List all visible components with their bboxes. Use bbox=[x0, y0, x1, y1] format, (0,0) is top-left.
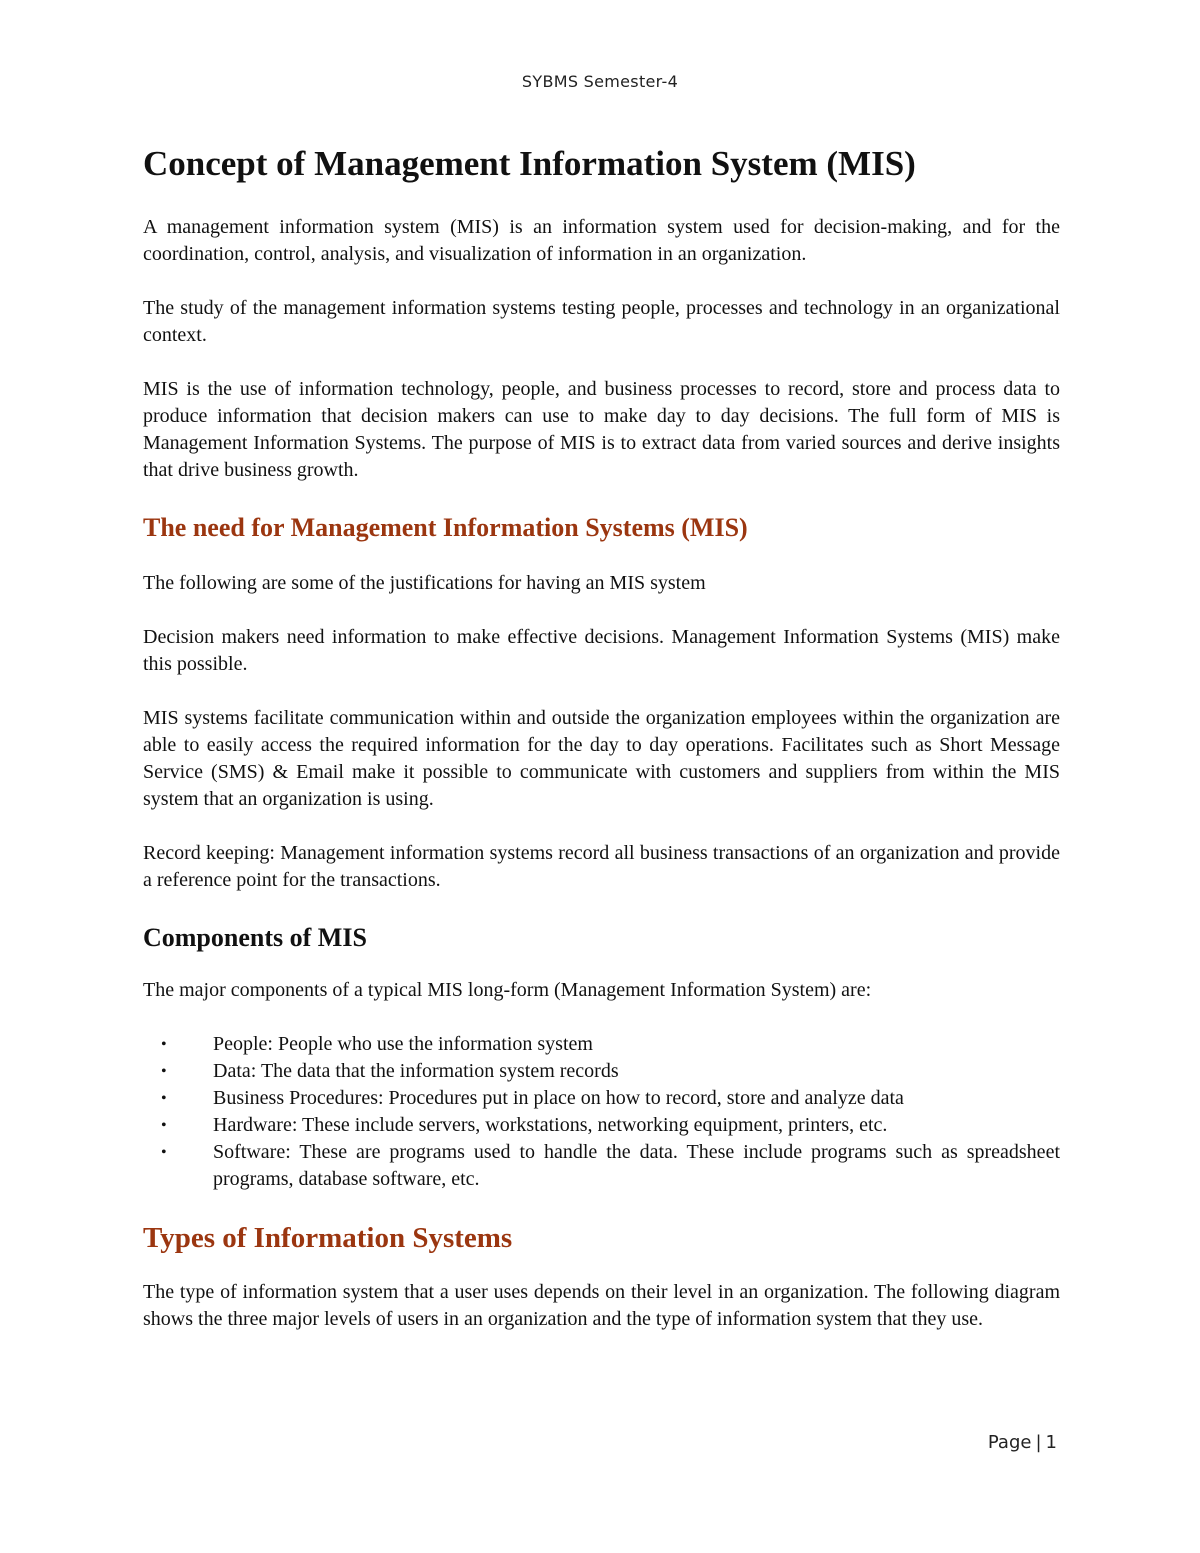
list-item-text: People: People who use the information system bbox=[213, 1033, 593, 1055]
intro-paragraph-3: MIS is the use of information technology, people, and business processes to record, store and process data to produce information that decision makers can use to make day to day decisions. The full form of MIS is Management Information Systems. The purpose of MIS is to extract data from varied sources and derive insights that drive business growth. bbox=[143, 378, 1060, 481]
list-item bbox=[161, 1031, 1060, 1058]
list-item bbox=[161, 1058, 1060, 1085]
page-content bbox=[143, 138, 1060, 1360]
bullet-icon: • bbox=[161, 1117, 167, 1134]
need-paragraph-3: MIS systems facilitate communication within and outside the organization employees within the organization are able to easily access the required information for the day to day operations. Facilitates such as Short Message Service (SMS) & Email make it possible to communicate with customers and suppliers from within the MIS system that an organization is using. bbox=[143, 707, 1060, 810]
page-footer bbox=[988, 1432, 1057, 1453]
list-item-text: Data: The data that the information system records bbox=[213, 1060, 619, 1082]
intro-paragraph-1: A management information system (MIS) is an information system used for decision-making, and for the coordination, control, analysis, and visualization of information in an organization. bbox=[143, 216, 1060, 265]
components-heading: Components of MIS bbox=[143, 923, 367, 952]
types-heading: Types of Information Systems bbox=[143, 1222, 513, 1254]
list-item bbox=[161, 1085, 1060, 1112]
list-item-text: Software: These are programs used to handle the data. These include programs such as spreadsheet programs, database software, etc. bbox=[213, 1141, 1060, 1190]
need-heading: The need for Management Information Systems (MIS) bbox=[143, 513, 748, 542]
list-item bbox=[161, 1139, 1060, 1193]
components-intro: The major components of a typical MIS long-form (Management Information System) are: bbox=[143, 979, 872, 1001]
page-number: 1 bbox=[1045, 1432, 1057, 1453]
bullet-icon: • bbox=[161, 1144, 167, 1161]
bullet-icon: • bbox=[161, 1036, 167, 1053]
page-separator: | bbox=[1035, 1432, 1042, 1453]
list-item bbox=[161, 1112, 1060, 1139]
need-paragraph-1: The following are some of the justifications for having an MIS system bbox=[143, 572, 706, 594]
intro-paragraph-2: The study of the management information systems testing people, processes and technology in an organizational context. bbox=[143, 297, 1060, 346]
list-item-text: Business Procedures: Procedures put in place on how to record, store and analyze data bbox=[213, 1087, 904, 1109]
page-title: Concept of Management Information System (MIS) bbox=[143, 144, 916, 183]
page-label: Page bbox=[987, 1432, 1032, 1453]
page-header: SYBMS Semester-4 bbox=[521, 72, 679, 91]
bullet-icon: • bbox=[161, 1090, 167, 1107]
bullet-icon: • bbox=[161, 1063, 167, 1080]
list-item-text: Hardware: These include servers, workstations, networking equipment, printers, etc. bbox=[213, 1114, 888, 1136]
components-list bbox=[143, 1031, 1060, 1193]
types-paragraph: The type of information system that a user uses depends on their level in an organization. The following diagram shows the three major levels of users in an organization and the type of information system that they use. bbox=[143, 1281, 1060, 1330]
need-paragraph-4: Record keeping: Management information systems record all business transactions of an organization and provide a reference point for the transactions. bbox=[143, 842, 1060, 891]
need-paragraph-2: Decision makers need information to make effective decisions. Management Information Systems (MIS) make this possible. bbox=[143, 626, 1060, 675]
